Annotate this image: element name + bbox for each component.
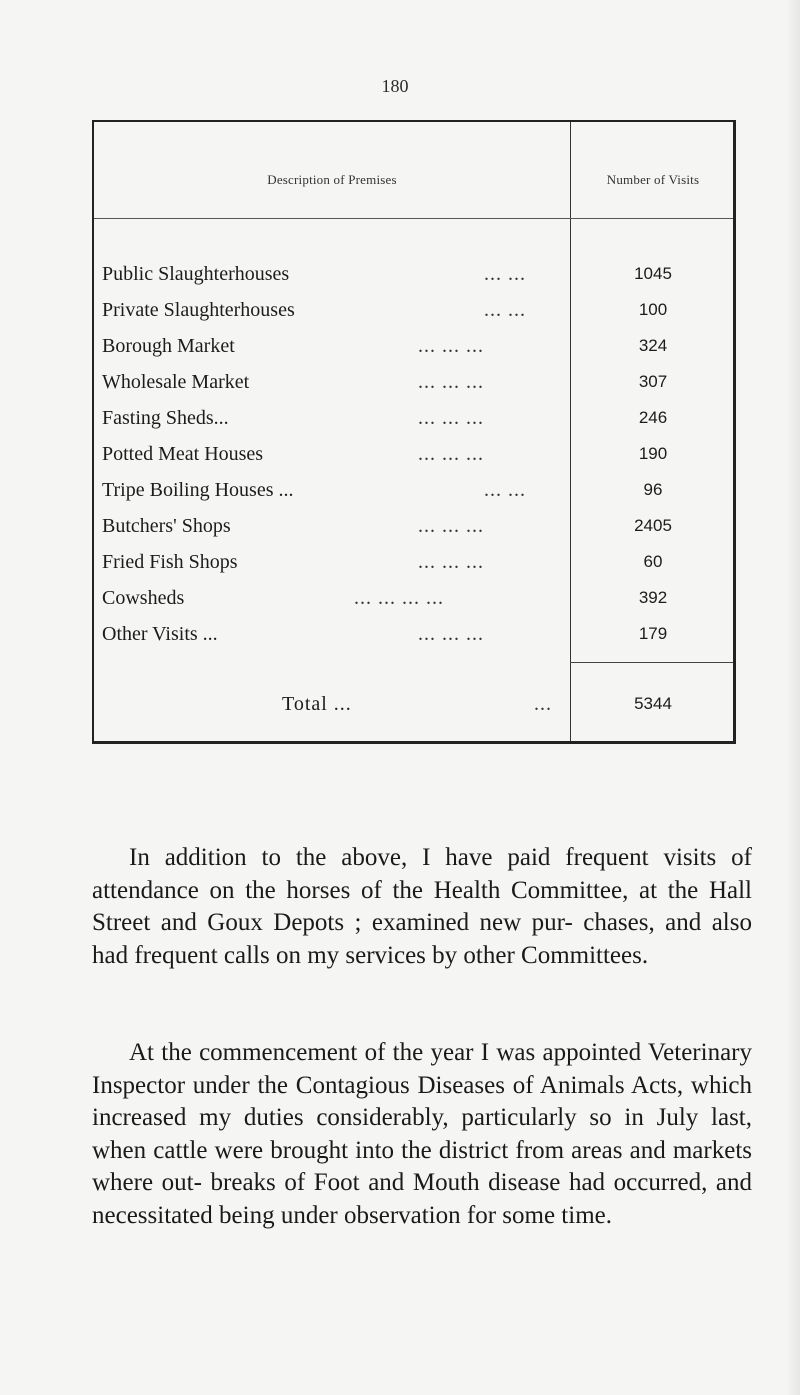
premises-name: Borough Market (102, 335, 235, 357)
leader-dots: ... ... (484, 479, 526, 501)
visit-count: 190 (638, 444, 668, 463)
visit-count: 100 (638, 300, 668, 319)
page-edge-shadow (786, 0, 800, 1395)
leader-dots: ... ... ... (418, 443, 484, 465)
table-row (94, 582, 733, 614)
premises-name: Fried Fish Shops (102, 551, 238, 573)
premises-name: Potted Meat Houses (102, 443, 264, 465)
premises-name: Butchers' Shops (102, 515, 231, 537)
paragraph-veterinary-inspector: At the commencement of the year I was appointed Veterinary Inspector under the Contagious Diseases of Animals Acts, which increased my duties considerably, particularly so in July last, when cattle were brought into the district from areas and markets where out- breaks of Foot and Mouth disease had occurred, and necessitated being under observation for some time. (92, 1039, 752, 1229)
header-number-of-visits: Number of Visits (606, 172, 700, 187)
header-description: Description of Premises (267, 172, 397, 187)
header-rule (94, 218, 733, 219)
visit-count: 392 (638, 588, 668, 607)
leader-dots: ... ... ... (418, 407, 484, 429)
visits-table (92, 120, 736, 744)
table-row (94, 402, 733, 434)
premises-name: Tripe Boiling Houses ... (102, 479, 294, 501)
visit-count: 60 (643, 552, 663, 571)
premises-name: Fasting Sheds... (102, 407, 229, 429)
visit-count: 307 (638, 372, 668, 391)
visit-count: 2405 (634, 516, 672, 535)
table-row (94, 510, 733, 542)
total-rule (570, 662, 733, 663)
paragraph-horses-attendance: In addition to the above, I have paid frequent visits of attendance on the horses of the Health Committee, at the Hall Street and Goux Depots ; examined new pur- chases, and also had frequent calls on my services by other Committees. (92, 844, 752, 969)
visit-count: 96 (643, 480, 663, 499)
table-row (94, 258, 733, 290)
leader-dots: ... ... ... (418, 623, 484, 645)
table-row (94, 546, 733, 578)
total-row (94, 688, 733, 720)
premises-name: Wholesale Market (102, 371, 250, 393)
leader-dots: ... ... (484, 263, 526, 285)
visit-count: 324 (638, 336, 668, 355)
leader-dots: ... ... ... (418, 371, 484, 393)
visit-count: 179 (638, 624, 668, 643)
leader-dots: ... ... ... (418, 515, 484, 537)
leader-dots: ... ... ... (418, 551, 484, 573)
table-row (94, 618, 733, 650)
table-row (94, 330, 733, 362)
visit-count: 1045 (634, 264, 672, 283)
table-row (94, 294, 733, 326)
leader-dots: ... ... ... (418, 335, 484, 357)
premises-name: Public Slaughterhouses (102, 263, 290, 285)
premises-name: Other Visits ... (102, 623, 218, 645)
table-row (94, 438, 733, 470)
table-row (94, 366, 733, 398)
total-label: Total ... (282, 693, 352, 715)
premises-name: Cowsheds (102, 587, 185, 609)
premises-name: Private Slaughterhouses (102, 299, 295, 321)
leader-dots: ... (534, 693, 552, 715)
visit-count: 246 (638, 408, 668, 427)
table-row (94, 474, 733, 506)
leader-dots: ... ... ... ... (354, 587, 444, 609)
leader-dots: ... ... (484, 299, 526, 321)
total-visit-count: 5344 (634, 694, 672, 713)
page-number: 180 (381, 76, 409, 96)
